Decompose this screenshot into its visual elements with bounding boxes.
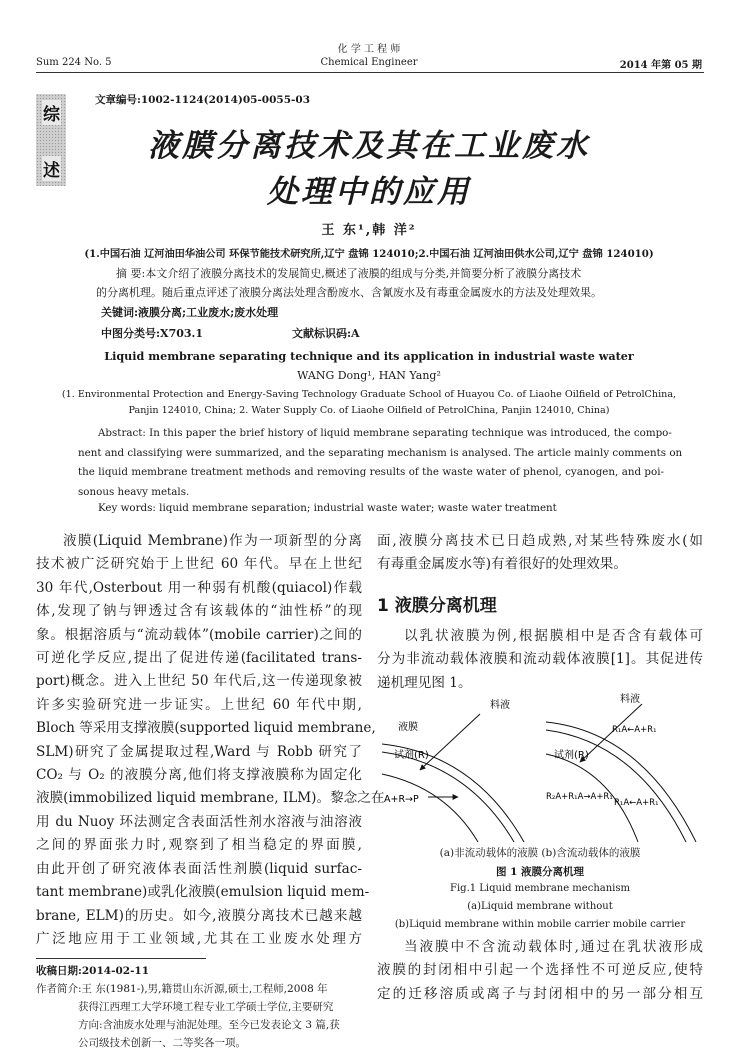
body-line: 由此开创了研究液体表面活性剂膜(liquid surfac-: [36, 860, 362, 877]
figure-subcaption-b-en: (b)Liquid membrane within mobile carrier mobile carrier: [394, 919, 686, 930]
body-line: CO₂ 与 O₂ 的液膜分离,他们将支撑液膜称为固定化: [36, 767, 362, 784]
body-line: 递机理见图 1。: [377, 674, 472, 691]
abstract-en-line-1: Abstract: In this paper the brief history of liquid membrane separating technique was introduced, the compo-: [98, 427, 672, 439]
body-line: 有毒重金属废水等)有着很好的处理效果。: [377, 556, 627, 573]
label-feed-b: 料液: [620, 694, 640, 705]
figure-subcaption-a-en: (a)Liquid membrane without: [467, 901, 613, 912]
body-line: port)概念。进入上世纪 50 年代后,这一传递现象被: [36, 673, 362, 690]
left-column-body: [36, 530, 385, 951]
figure-subcaptions: (a)非流动载体的液膜 (b)含流动载体的液膜: [439, 847, 641, 859]
issue-number: Sum 224 No. 5: [36, 57, 112, 68]
badge-bottom-char: 述: [42, 156, 61, 181]
body-line: brane, ELM)的历史。如今,液膜分离技术已越来越: [36, 907, 362, 924]
journal-name-cn: 化 学 工 程 师: [337, 44, 401, 55]
body-line: 定的迁移溶质或离子与封闭相中的另一部分相互: [377, 985, 703, 1002]
right-column-bottom: [377, 936, 703, 1006]
membrane-arc-outer: [546, 722, 696, 842]
document-code: 文献标识码:A: [292, 327, 360, 340]
header-rule: [36, 72, 704, 73]
body-line: 液膜的封闭相中引起一个选择性不可逆反应,使特: [377, 962, 703, 979]
body-line: 液膜(Liquid Membrane)作为一项新型的分离: [63, 533, 362, 549]
abstract-en-line-3: the liquid membrane treatment methods and removing results of the waste water of phenol, cyanogen, and poi-: [78, 466, 664, 478]
title-en: Liquid membrane separating technique and its application in industrial waste water: [104, 349, 634, 363]
abstract-cn-line-2: 的分离机理。随后重点评述了液膜分离法处理含酚废水、含氰废水及有毒重金属废水的方法及处理效果。: [96, 286, 602, 299]
body-line: 广泛地应用于工业领域,尤其在工业废水处理方: [36, 930, 362, 947]
abstract-en: [78, 424, 683, 502]
figure-a: [382, 698, 524, 842]
affiliation-en-line-1: (1. Environmental Protection and Energy-Saving Technology Graduate School of Huayou Co. of Liaohe Oilfield of PetrolChina,: [61, 389, 677, 400]
article-number: 文章编号:1002-1124(2014)05-0055-03: [95, 94, 311, 106]
body-line: 用 du Nuoy 环法测定含表面活性剂水溶液与油溶液: [36, 813, 362, 830]
author-bio-line: 公司级技术创新一、二等奖各一项。: [78, 1037, 246, 1049]
footnote-rule: [36, 958, 206, 959]
author-bio-line: 获得江西理工大学环境工程专业工学硕士学位,主要研究: [78, 1001, 334, 1013]
label-feed-a: 料液: [490, 700, 510, 711]
authors-en: WANG Dong¹, HAN Yang²: [297, 369, 441, 382]
right-column-top: [377, 530, 703, 577]
author-bio-line: 作者简介:王 东(1981-),男,籍贯山东沂源,硕士,工程师,2008 年: [36, 983, 328, 995]
body-line: 以乳状液膜为例,根据膜相中是否含有载体可: [404, 628, 703, 644]
body-line: 分为非流动载体液膜和流动载体液膜[1]。其促进传: [377, 651, 703, 668]
abstract-en-line-4: sonous heavy metals.: [78, 485, 190, 498]
footnote: [36, 962, 366, 1052]
right-column-para: [377, 625, 703, 695]
feed-arrow: [420, 714, 480, 770]
body-line: Bloch 等采用支撑液膜(supported liquid membrane,: [36, 720, 376, 737]
body-line: 液膜(immobilized liquid membrane, ILM)。黎念之在: [36, 790, 385, 807]
body-line: 面,液膜分离技术已日趋成熟,对某些特殊废水(如: [377, 533, 703, 549]
keywords-en: Key words: liquid membrane separation; industrial waste water; waste water treatment: [98, 502, 557, 514]
title-line-2: 处理中的应用: [267, 174, 471, 210]
keywords-cn: 关键词:液膜分离;工业废水;废水处理: [101, 306, 279, 319]
body-line: 当液膜中不含流动载体时,通过在乳状液形成: [404, 939, 703, 955]
body-line: tant membrane)或乳化液膜(emulsion liquid mem-: [36, 884, 370, 901]
section-1-heading: 1 液膜分离机理: [377, 596, 497, 616]
body-line: 许多实验研究进一步证实。上世纪 60 年代中期,: [36, 696, 362, 713]
label-reagent-a: 试剂(R): [394, 750, 429, 761]
body-line: 可逆化学反应,提出了促进传递(facilitated trans-: [36, 650, 362, 667]
body-line: 技术被广泛研究始于上世纪 60 年代。早在上世纪: [36, 556, 362, 573]
journal-name-en: Chemical Engineer: [320, 57, 418, 68]
label-reagent-b: 试剂(R): [554, 750, 589, 761]
body-line: 体,发现了钠与钾透过含有该载体的“油性桥”的现: [36, 603, 362, 620]
title-line-1: 液膜分离技术及其在工业废水: [148, 128, 590, 164]
authors-cn: 王 东¹,韩 洋²: [321, 223, 417, 238]
author-bio-line: 方向:含油废水处理与油泥处理。至今已发表论文 3 篇,获: [78, 1019, 340, 1031]
affiliation-cn: (1.中国石油 辽河油田华油公司 环保节能技术研究所,辽宁 盘锦 124010;2.中国石油 辽河油田供水公司,辽宁 盘锦 124010): [84, 248, 654, 260]
abstract-en-line-2: nent and classifying were summarized, and the separating mechanism is analysed. The article mainly comments on: [78, 446, 683, 459]
issue-year: 2014 年第 05 期: [619, 60, 702, 71]
figure-1-diagram: [370, 692, 710, 842]
label-reaction-b3: R₁A←A+R₁: [614, 798, 659, 808]
label-reaction-a: A+R→P: [384, 794, 419, 805]
body-line: 之间的界面张力时,观察到了相当稳定的界面膜,: [36, 837, 362, 854]
body-line: SLM)研究了金属提取过程,Ward 与 Robb 研究了: [36, 743, 362, 760]
received-date: 收稿日期:2014-02-11: [36, 965, 150, 977]
body-line: 象。根据溶质与“流动载体”(mobile carrier)之间的: [36, 626, 362, 643]
abstract-cn-line-1: 摘 要:本文介绍了液膜分离技术的发展简史,概述了液膜的组成与分类,并简要分析了液膜分离技术: [116, 267, 582, 280]
badge-top-char: 综: [42, 100, 61, 125]
label-membrane-a: 液膜: [398, 722, 418, 733]
label-reaction-b1: R₁A←A+R₁: [612, 725, 657, 735]
figure-caption-cn: 图 1 液膜分离机理: [495, 866, 585, 878]
figure-caption-en: Fig.1 Liquid membrane mechanism: [450, 883, 630, 894]
figure-b: [546, 692, 696, 842]
body-line: 30 年代,Osterbout 用一种弱有机酸(quiacol)作载: [36, 579, 362, 596]
clc-number: 中图分类号:X703.1: [101, 327, 204, 340]
affiliation-en-line-2: Panjin 124010, China; 2. Water Supply Co. of Liaohe Oilfield of PetrolChina, Panjin 124010, China): [128, 405, 610, 416]
label-reaction-b2: R₂A+R₁A→A+R₁: [546, 792, 613, 802]
membrane-arc-inner: [546, 730, 686, 842]
